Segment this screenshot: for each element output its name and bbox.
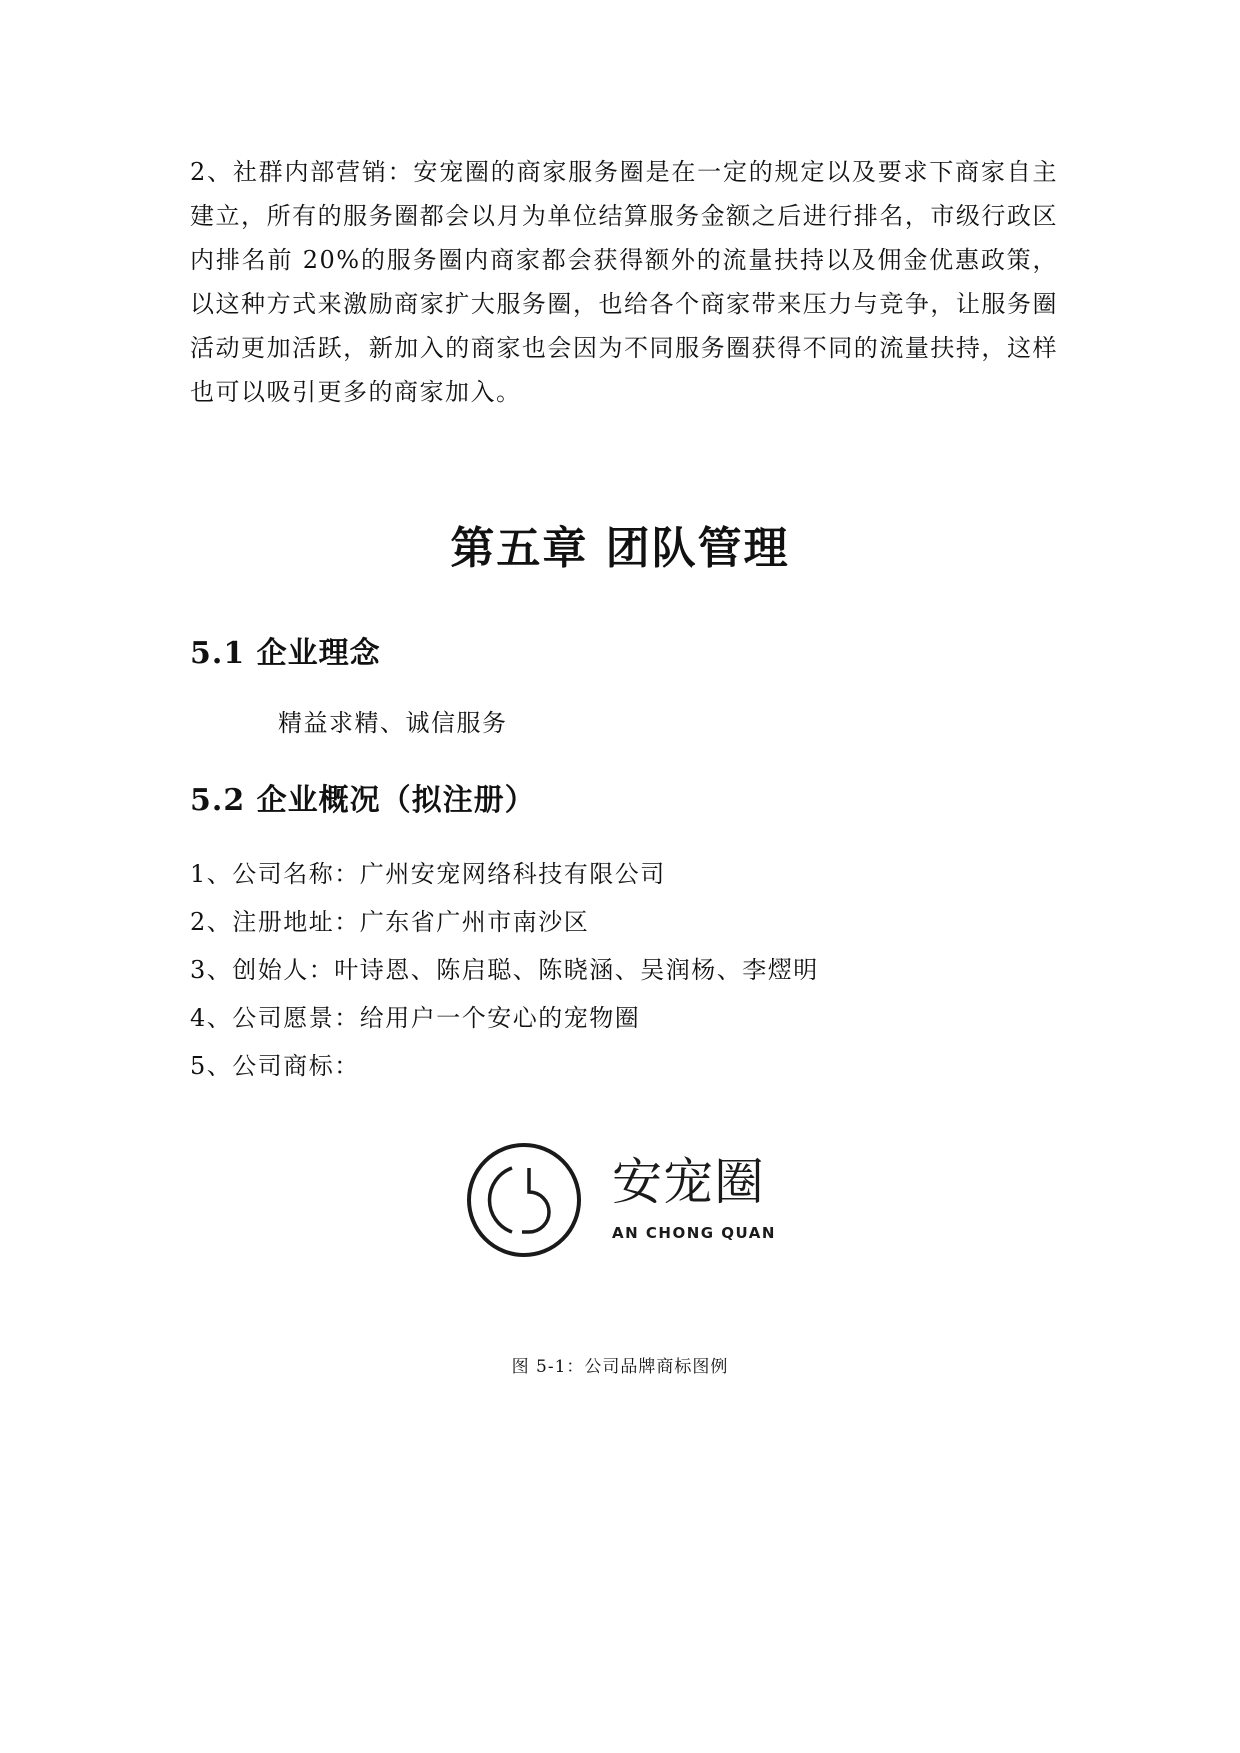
overview-item-address: 2、注册地址：广东省广州市南沙区 <box>190 908 590 936</box>
section-title-5-2: 5.2 企业概况（拟注册） <box>190 783 536 818</box>
chapter-title: 第五章 团队管理 <box>450 523 790 574</box>
brand-logo-name-cn: 安宠圈 <box>612 1153 765 1211</box>
figure-caption: 图 5-1：公司品牌商标图例 <box>511 1357 729 1377</box>
overview-item-vision: 4、公司愿景：给用户一个安心的宠物圈 <box>190 1004 641 1032</box>
brand-logo-mark-icon <box>466 1142 582 1258</box>
overview-item-company-name: 1、公司名称：广州安宠网络科技有限公司 <box>190 860 666 888</box>
brand-logo-name-en: AN CHONG QUAN <box>612 1224 776 1242</box>
section-title-5-1: 5.1 企业理念 <box>190 636 381 671</box>
overview-item-trademark: 5、公司商标： <box>190 1052 360 1080</box>
brand-logo <box>466 1142 786 1260</box>
intro-paragraph: 2、社群内部营销：安宠圈的商家服务圈是在一定的规定以及要求下商家自主建立，所有的服务圈都会以月为单位结算服务金额之后进行排名，市级行政区内排名前 20%的服务圈内商家都会获得额外的流量扶持以及佣金优惠政策，以这种方式来激励商家扩大服务圈，也给各个商家带来压力与竞争，让服务圈活动更加活跃，新加入的商家也会因为不同服务圈获得不同的流量扶持，这样也可以吸引更多的商家加入。 <box>190 158 1058 406</box>
overview-item-founders: 3、创始人：叶诗恩、陈启聪、陈晓涵、吴润杨、李熤明 <box>190 956 819 984</box>
company-overview-list <box>190 850 819 1090</box>
company-motto: 精益求精、诚信服务 <box>278 709 508 737</box>
